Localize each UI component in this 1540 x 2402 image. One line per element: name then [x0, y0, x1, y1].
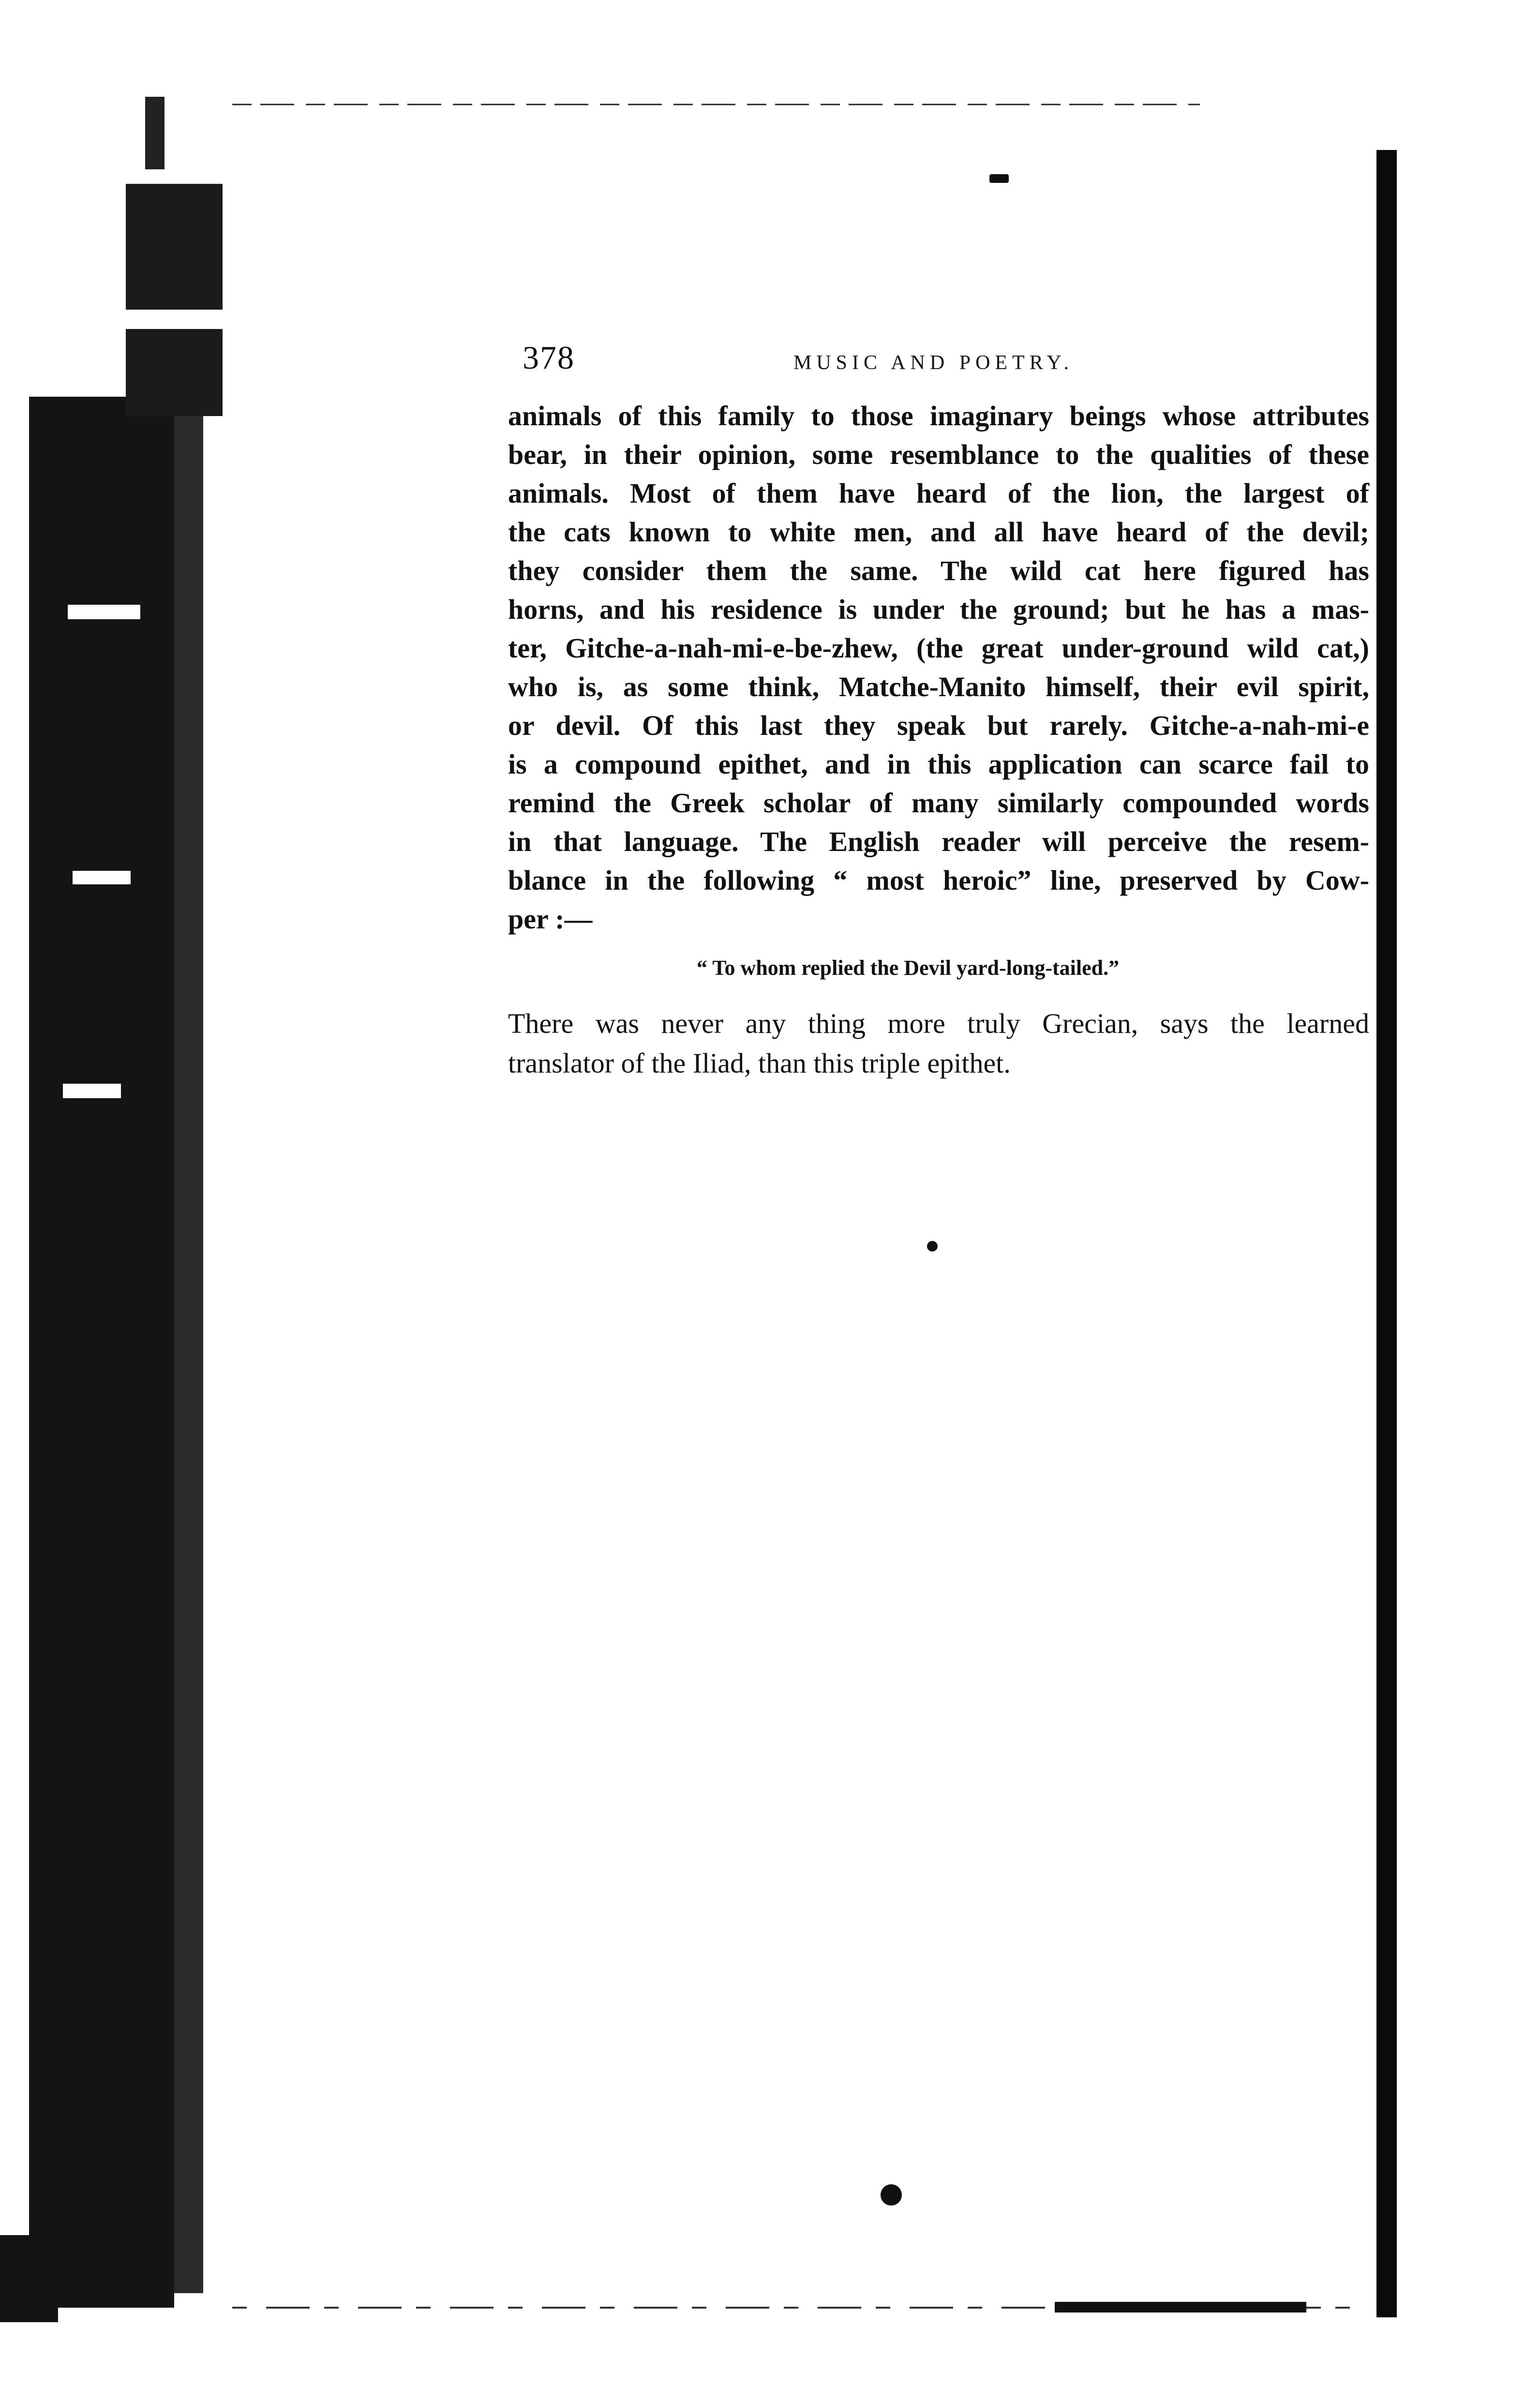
text-line: animals of this family to those imaginary beings whose attributes [508, 400, 1369, 432]
text-line: the cats known to white men, and all have heard of the devil; [508, 516, 1369, 548]
text-line: they consider them the same. The wild cat here figured has [508, 555, 1369, 586]
text-line: There was never any thing more truly Grecian, says the learned [508, 1008, 1369, 1039]
running-head: MUSIC AND POETRY. [793, 352, 1074, 374]
ink-speck [989, 174, 1009, 183]
verse-quotation: “ To whom replied the Devil yard-long-tailed.” [697, 956, 1120, 980]
scan-right-edge [1376, 150, 1397, 2317]
text-line: remind the Greek scholar of many similarly compounded words [508, 787, 1369, 819]
ink-speck [927, 1241, 938, 1252]
text-line: ter, Gitche-a-nah-mi-e-be-zhew, (the great under-ground wild cat,) [508, 632, 1369, 664]
text-line: who is, as some think, Matche-Manito himself, their evil spirit, [508, 671, 1369, 702]
ink-speck [881, 2184, 902, 2206]
body-paragraph [508, 397, 1369, 939]
text-line: per :— [508, 903, 593, 935]
text-line: in that language. The English reader will perceive the resem- [508, 826, 1369, 857]
text-line: horns, and his residence is under the ground; but he has a mas- [508, 594, 1369, 625]
scan-top-edge [232, 102, 1200, 107]
text-line: animals. Most of them have heard of the lion, the largest of [508, 477, 1369, 509]
text-line: or devil. Of this last they speak but rarely. Gitche-a-nah-mi-e [508, 710, 1369, 741]
closing-paragraph [508, 1004, 1369, 1083]
text-line: blance in the following “ most heroic” line, preserved by Cow- [508, 865, 1369, 896]
text-line: is a compound epithet, and in this application can scarce fail to [508, 748, 1369, 780]
text-line: bear, in their opinion, some resemblance to the qualities of these [508, 439, 1369, 470]
scan-bottom-edge [232, 2298, 1369, 2317]
page-number: 378 [523, 339, 575, 376]
scan-binding-shadow [0, 0, 252, 2402]
text-line: translator of the Iliad, than this triple epithet. [508, 1047, 1011, 1079]
